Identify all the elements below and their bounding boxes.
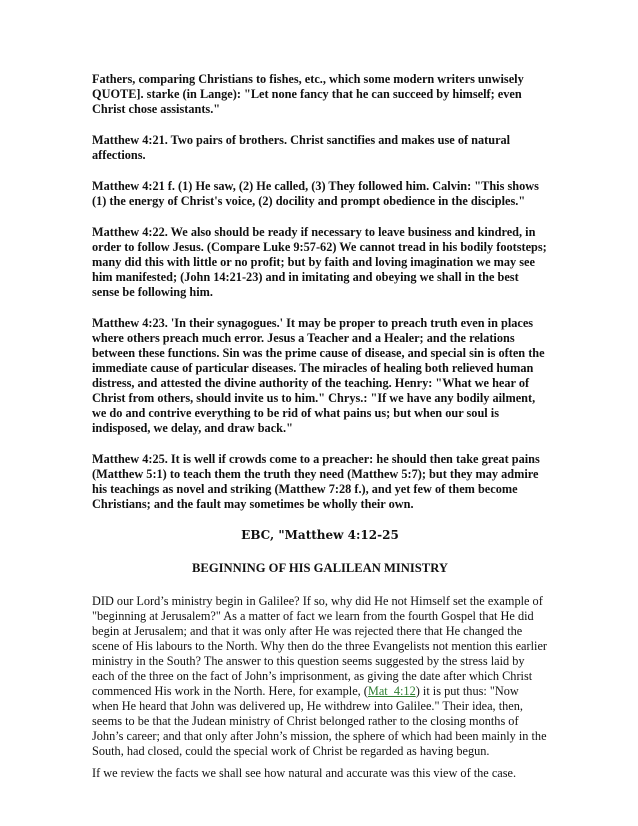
commentary-paragraph-fathers: Fathers, comparing Christians to fishes, etc., which some modern writers unwisely QUOTE]. starke (in Lange): "Let none fancy that he can succeed by himself; even Christ chose assistants." [92,72,524,116]
commentary-paragraph-matthew-4-22: Matthew 4:22. We also should be ready if necessary to leave business and kindred, in order to follow Jesus. (Compare Luke 9:57-62) We cannot tread in his bodily footsteps; many did this with little or no profit; but by faith and loving imagination we may see him manifested; (John 14:21-23) and in imitating and obeying we shall in the best sense be following him. [92,225,547,299]
document-page [92,72,548,788]
section-heading: BEGINNING OF HIS GALILEAN MINISTRY [192,561,448,575]
commentary-paragraph-matthew-4-21: Matthew 4:21. Two pairs of brothers. Christ sanctifies and makes use of natural affections. [92,133,511,162]
body-paragraph-closing: If we review the facts we shall see how natural and accurate was this view of the case. [92,766,517,780]
commentary-paragraph-matthew-4-23: Matthew 4:23. 'In their synagogues.' It may be proper to preach truth even in places where others preach much error. Jesus a Teacher and a Healer; and the relations between these functions. Sin was the prime cause of disease, and special sin is often the immediate cause of particular diseases. The miracles of healing both relieved human distress, and attested the divine authority of the teaching. Henry: "What we hear of Christ from others, should invite us to him." Chrys.: "If we have any bodily ailment, we do and contrive everything to be rid of what pains us; but when our soul is indisposed, we delay, and draw back." [92,316,545,435]
commentary-paragraph-matthew-4-25: Matthew 4:25. It is well if crowds come to a preacher: he should then take great pains (Matthew 5:1) to teach them the truth they need (Matthew 5:7); but they may admire his teachings as novel and striking (Matthew 7:28 f.), and yet few of them become Christians; and the fault may sometimes be wholly their own. [92,452,540,511]
scripture-link[interactable]: Mat_4:12 [367,684,416,698]
commentary-paragraph-matthew-4-21f: Matthew 4:21 f. (1) He saw, (2) He called, (3) They followed him. Calvin: "This shows (1) the energy of Christ's voice, (2) docility and prompt obedience in the disciples." [92,179,539,208]
body-paragraph [92,594,548,759]
body-text-before-link: DID our Lord’s ministry begin in Galilee? If so, why did He not Himself set the example of "beginning at Jerusalem?" As a matter of fact we learn from the fourth Gospel that He did begin at Jerusalem; and that it was only after He was rejected there that He changed the scene of His labours to the North. Why then do the three Evangelists not mention this earlier ministry in the South? The answer to this question seems suggested by the stress laid by each of the three on the fact of John’s imprisonment, as giving the date after which Christ commenced His work in the North. Here, for example, ( [92,594,547,698]
body-text-after-link: ) it is put thus: "Now when He heard that John was delivered up, He withdrew into Galilee." Their idea, then, seems to be that the Judean ministry of Christ belonged rather to the closing months of John’s career; and that only after John’s mission, the sphere of which had been mainly in the South, had closed, could the special work of Christ be regarded as having begun. [92,684,547,758]
ebc-heading: EBC, "Matthew 4:12-25 [241,528,399,542]
